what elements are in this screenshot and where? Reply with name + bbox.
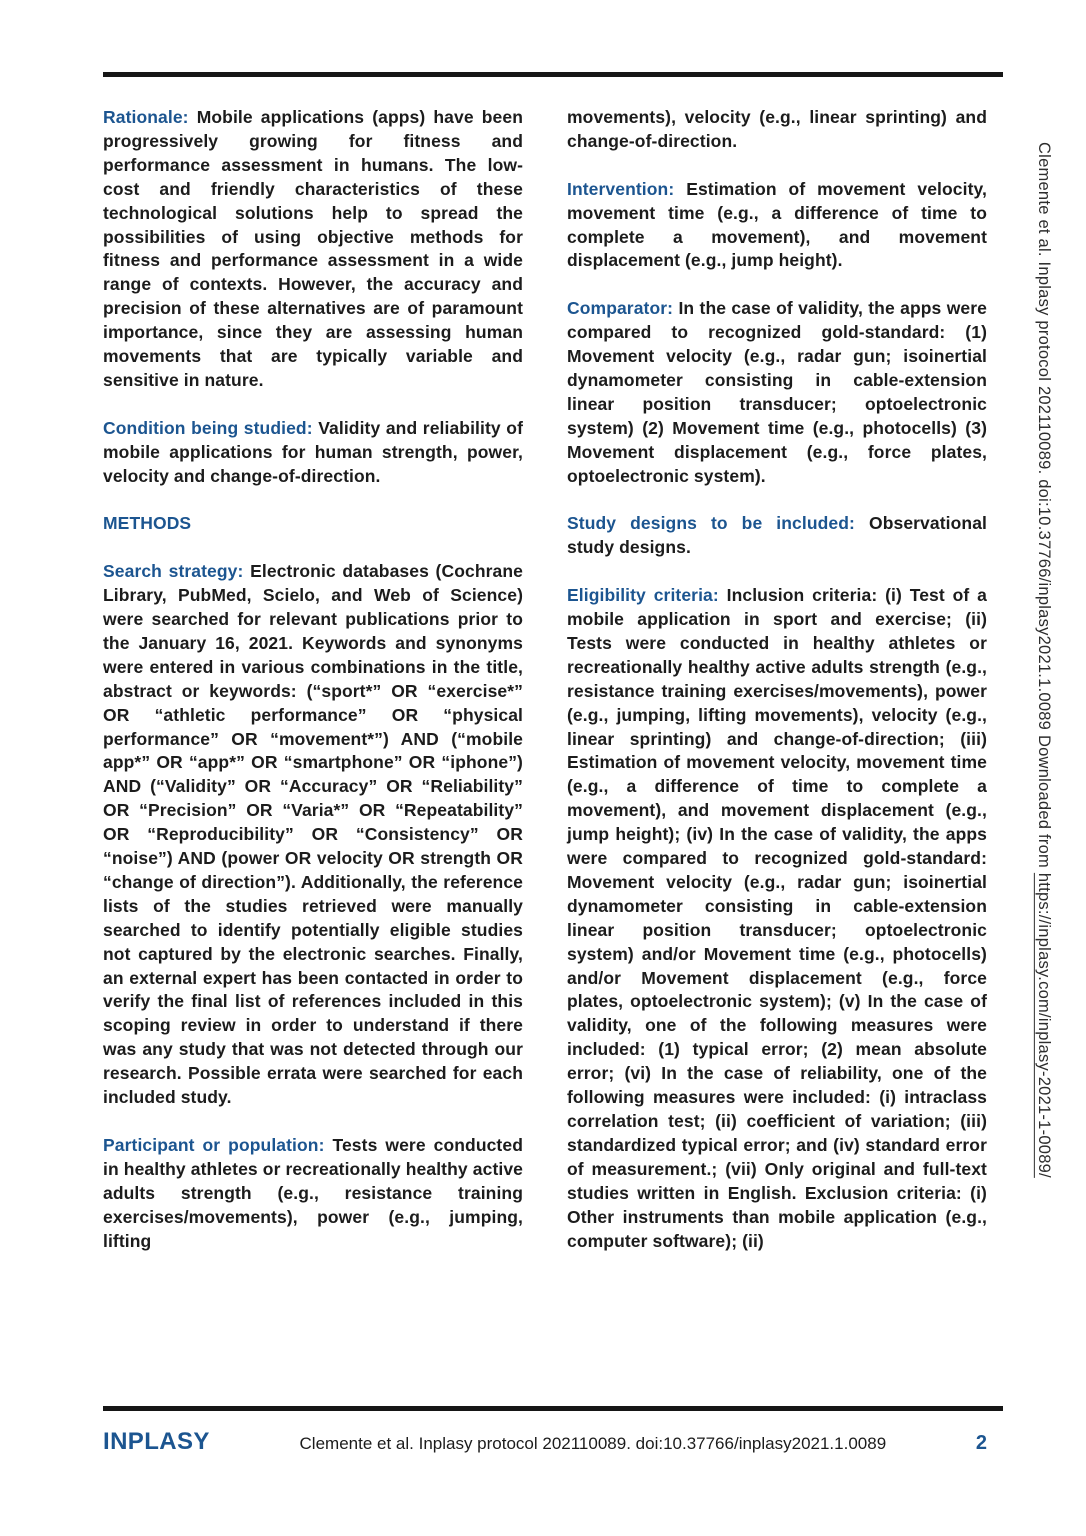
paragraph-participant bbox=[103, 1134, 523, 1254]
page-number: 2 bbox=[975, 1432, 987, 1454]
footer bbox=[103, 1428, 987, 1456]
paragraph-label-rationale: Rationale: bbox=[103, 107, 189, 127]
paragraph-text-intervention: Estimation of movement velocity, movement time (e.g., a difference of time to complete a movement), and movement displacement (e.g., jump height). bbox=[567, 178, 987, 271]
paragraph-label-intervention: Intervention: bbox=[567, 178, 675, 199]
two-column-body bbox=[103, 106, 987, 1400]
paragraph-search-strategy bbox=[103, 560, 523, 1110]
paragraph-label-search-strategy: Search strategy: bbox=[103, 561, 244, 582]
paragraph-text-participant: Tests were conducted in healthy athletes or recreationally healthy active adults strength (e.g., resistance training exercises/movements), power (e.g., jumping, lifting bbox=[103, 1134, 523, 1251]
paragraph-label-condition: Condition being studied: bbox=[103, 417, 313, 438]
right-column bbox=[567, 106, 987, 1400]
side-citation bbox=[1034, 142, 1053, 1432]
side-citation-text: Clemente et al. Inplasy protocol 202110089. doi:10.37766/inplasy2021.1.0089 Downloaded from bbox=[1035, 142, 1053, 869]
paragraph-text-rationale: Mobile applications (apps) have been progressively growing for fitness and performance assessment in humans. The low-cost and friendly characteristics of these technological solutions help to spread the possibilities of using objective methods for fitness and performance assessment in a wide range of contexts. However, the accuracy and precision of these alternatives are of paramount importance, since they are assessing human movements that are typically variable and sensitive in nature. bbox=[103, 107, 523, 390]
paragraph-label-eligibility: Eligibility criteria: bbox=[567, 585, 719, 606]
methods-heading: METHODS bbox=[103, 513, 192, 534]
footer-citation: Clemente et al. Inplasy protocol 202110089. doi:10.37766/inplasy2021.1.0089 bbox=[299, 1434, 887, 1453]
paragraph-condition bbox=[103, 417, 523, 489]
paragraph-label-participant: Participant or population: bbox=[103, 1134, 325, 1155]
inplasy-logo: INPLASY bbox=[103, 1428, 210, 1455]
paragraph-eligibility bbox=[567, 584, 987, 1253]
paragraph-text-search-strategy: Electronic databases (Cochrane Library, PubMed, Scielo, and Web of Science) were searched for relevant publications prior to the January 16, 2021. Keywords and synonyms were entered in various combinations in the title, abstract or keywords: (“sport*” OR “exercise*” OR “athletic performance” OR “physical performance” OR “movement*”) AND (“mobile app*” OR “app*” OR “smartphone” OR “iphone”) AND (“Validity” OR “Accuracy” OR “Reliability” OR “Precision” OR “Varia*” OR “Repeatability” OR “Reproducibility” OR “Consistency” OR “noise”) AND (power OR velocity OR strength OR “change of direction”). Additionally, the reference lists of the studies retrieved were manually searched to identify potentially eligible studies not captured by the electronic searches. Finally, an external expert has been contacted in order to verify the final list of references included in this scoping review in order to understand if there was any study that was not detected through our research. Possible errata were searched for each included study. bbox=[103, 561, 524, 1108]
paragraph-label-comparator: Comparator: bbox=[567, 298, 674, 319]
paragraph-comparator bbox=[567, 297, 987, 488]
paragraph-text-eligibility: Inclusion criteria: (i) Test of a mobile application in sport and exercise; (ii) Tests were conducted in healthy athletes or recreationally healthy active adults strength (e.g., resistance training exercises/movements), power (e.g., jumping, lifting movements), velocity (e.g., linear sprinting) and change-of-direction; (iii) Estimation of movement velocity, movement time (e.g., a difference of time to complete a movement), and movement displacement (e.g., jump height); (iv) In the case of validity, the apps were compared to recognized gold-standard: Movement velocity (e.g., radar gun; isoinertial dynamometer consisting in cable-extension linear position transducer; optoelectronic system) and/or Movement time (e.g., photocells) and/or Movement displacement (e.g., force plates, optoelectronic system); (v) In the case of validity, one of the following measures were included: (1) typical error; (2) mean absolute error; (vi) In the case of reliability, one of the following measures were included: (i) intraclass correlation test; (ii) coefficient of variation; (iii) standardized typical error; and (iv) standard error of measurement.; (vii) Only original and full-text studies written in English. Exclusion criteria: (i) Other instruments than mobile application (e.g., computer software); (ii) bbox=[567, 585, 987, 1251]
paragraph-rationale bbox=[103, 106, 523, 393]
paragraph-text-condition: Validity and reliability of mobile applications for human strength, power, velocity and change-of-direction. bbox=[103, 417, 524, 486]
top-rule bbox=[103, 72, 1003, 77]
paragraph-study-designs bbox=[567, 512, 987, 560]
paragraph-text-study-designs: Observational study designs. bbox=[567, 513, 987, 558]
side-citation-url-link[interactable]: https://inplasy.com/inplasy-2021-1-0089/ bbox=[1035, 872, 1053, 1178]
paragraph-participant-continuation bbox=[567, 106, 987, 154]
footer-rule bbox=[103, 1406, 1003, 1411]
paragraph-text-comparator: In the case of validity, the apps were compared to recognized gold-standard: (1) Movement velocity (e.g., radar gun; isoinertial dynamometer consisting in cable-extension linear position transducer; optoelectronic system) (2) Movement time (e.g., photocells) (3) Movement displacement (e.g., force plates, optoelectronic system). bbox=[567, 298, 987, 486]
paragraph-text-participant-continuation: movements), velocity (e.g., linear sprinting) and change-of-direction. bbox=[567, 107, 987, 151]
paragraph-label-study-designs: Study designs to be included: bbox=[567, 513, 855, 534]
left-column bbox=[103, 106, 523, 1400]
paragraph-intervention bbox=[567, 178, 987, 274]
